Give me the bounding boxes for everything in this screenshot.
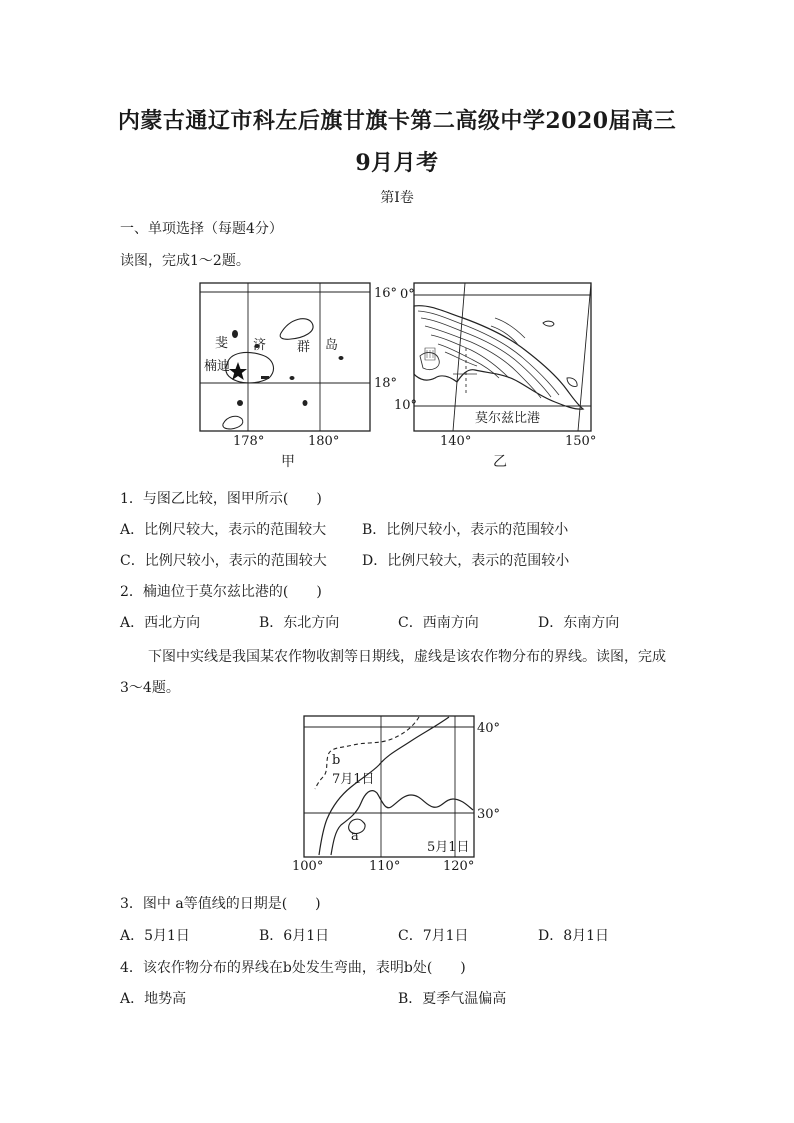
city-label: 楠迪	[204, 359, 231, 374]
q4-option-b[interactable]: B．夏季气温偏高	[398, 991, 507, 1007]
q2-option-c[interactable]: C．西南方向	[398, 615, 479, 631]
place-char-4: 岛	[325, 338, 339, 353]
lat-label: 18°	[374, 376, 398, 391]
figure-maps	[195, 278, 605, 474]
q2-option-a[interactable]: A．西北方向	[120, 615, 201, 631]
lon-label: 150°	[565, 434, 597, 449]
volume-label: 第Ⅰ卷	[380, 190, 414, 206]
map-yi	[394, 283, 596, 470]
map-caption: 甲	[281, 454, 295, 470]
q3-option-b[interactable]: B．6月1日	[259, 928, 330, 944]
lat-label: 0°	[400, 287, 415, 302]
lon-label: 120°	[443, 859, 475, 874]
lon-label: 140°	[440, 434, 472, 449]
port-label: 莫尔兹比港	[475, 411, 541, 426]
page-title: 内蒙古通辽市科左后旗甘旗卡第二高级中学2020届高三	[117, 108, 677, 134]
q3-option-d[interactable]: D．8月1日	[538, 928, 610, 944]
map-caption: 乙	[493, 454, 507, 470]
lon-label: 110°	[369, 859, 401, 874]
passage-line-2: 3～4题。	[120, 680, 180, 696]
lat-label: 16°	[374, 286, 398, 301]
lon-label: 100°	[292, 859, 324, 874]
section-heading: 一、单项选择（每题4分）	[120, 221, 283, 237]
question-2-stem: 2．楠迪位于莫尔兹比港的( )	[120, 584, 322, 600]
label-may1: 5月1日	[427, 840, 470, 855]
q1-option-c[interactable]: C．比例尺较小，表示的范围较大	[120, 553, 327, 569]
place-char-3: 群	[297, 340, 311, 355]
q2-option-d[interactable]: D．东南方向	[538, 615, 620, 631]
q1-option-a[interactable]: A．比例尺较大，表示的范围较大	[120, 522, 327, 538]
q1-option-d[interactable]: D．比例尺较大，表示的范围较小	[362, 553, 570, 569]
lat-label: 40°	[477, 721, 501, 736]
question-3-stem: 3．图中 a等值线的日期是( )	[120, 896, 321, 912]
question-1-stem: 1．与图乙比较，图甲所示( )	[120, 491, 322, 507]
q2-option-b[interactable]: B．东北方向	[259, 615, 340, 631]
q1-option-b[interactable]: B．比例尺较小，表示的范围较小	[362, 522, 569, 538]
map-jia	[200, 283, 397, 470]
question-4-stem: 4．该农作物分布的界线在b处发生弯曲，表明b处( )	[120, 960, 466, 976]
passage-line-1: 下图中实线是我国某农作物收割等日期线，虚线是该农作物分布的界线。读图，完成	[148, 649, 666, 665]
lon-label: 178°	[233, 434, 265, 449]
page-title-line2: 9月月考	[355, 150, 439, 176]
q4-option-a[interactable]: A．地势高	[120, 991, 187, 1007]
label-a: a	[351, 829, 359, 844]
q3-option-c[interactable]: C．7月1日	[398, 928, 469, 944]
figure-isoline-map	[285, 707, 515, 877]
figure-intro: 读图，完成1～2题。	[120, 253, 250, 269]
place-char-1: 斐	[215, 336, 229, 351]
label-jul1: 7月1日	[332, 772, 375, 787]
star-icon	[229, 362, 247, 380]
place-char-2: 济	[253, 338, 267, 353]
lat-label: 10°	[394, 398, 418, 413]
q3-option-a[interactable]: A．5月1日	[120, 928, 190, 944]
label-b: b	[332, 753, 341, 768]
lat-label: 30°	[477, 807, 501, 822]
lon-label: 180°	[308, 434, 340, 449]
